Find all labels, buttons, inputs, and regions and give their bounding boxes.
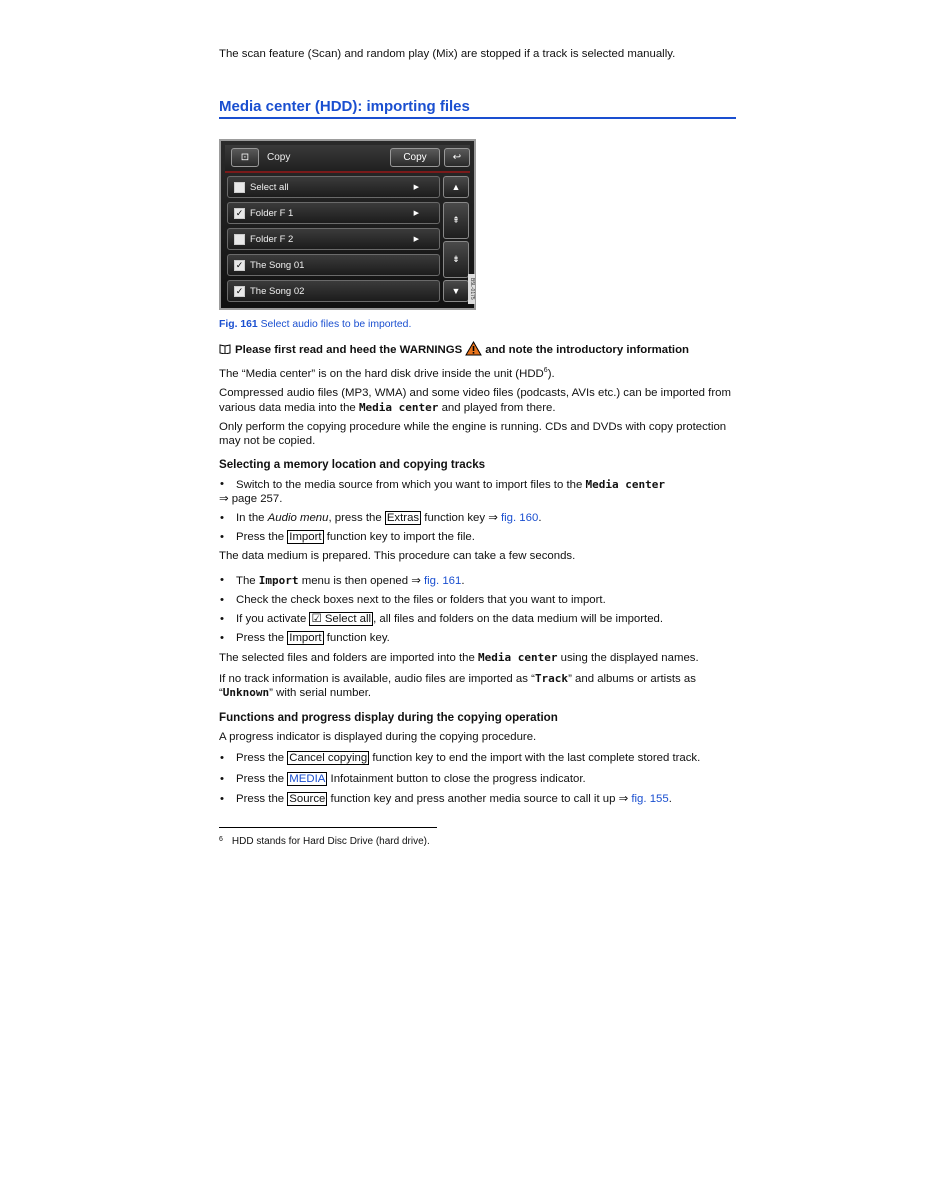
list-item: • The Import menu is then opened ⇒ fig. 161. [219,574,739,589]
list-item[interactable] [227,202,440,224]
play-arrow-icon: ▶ [413,183,419,191]
warning-pre: Please first read and heed the WARNINGS [235,344,463,356]
book-icon [219,344,231,357]
list-item: • Switch to the media source from which you want to import files to the Media center ⇒ page 257. [219,478,739,506]
list-item: • If you activate ☑ Select all , all files and folders on the data medium will be imported. [219,613,739,627]
list-item-label: The Song 02 [250,285,305,297]
play-arrow-icon: ▶ [413,209,419,217]
figure-code: B5L-0175 [468,274,475,304]
bullet-list [219,574,739,646]
checkbox-checked-icon[interactable]: ✓ [235,259,244,270]
footnote-number: 6 [219,835,223,843]
list-item-label: Folder F 1 [250,207,294,219]
intro-line: The scan feature (Scan) and random play (Mix) are stopped if a track is selected manually. [219,48,676,60]
fig-155-link[interactable]: fig. 155 [631,793,669,806]
figure-caption [219,318,739,332]
list-item[interactable] [227,176,440,198]
copy-button[interactable]: Copy [390,148,440,167]
menu-icon[interactable]: ⊡ [231,148,259,167]
list-item: • Check the check boxes next to the files or folders that you want to import. [219,594,739,608]
list-item: • Press the MEDIA Infotainment button to close the progress indicator. [219,773,739,787]
scroll-up-icon[interactable]: ▲ [443,176,469,198]
footnote [219,836,739,847]
footnote-text: HDD stands for Hard Disc Drive (hard drive). [231,835,430,847]
scroll-down-icon[interactable]: ▼ [443,280,469,302]
page-up-icon[interactable]: ⇞ [443,202,469,239]
extras-key: Extras [386,511,420,524]
list-item[interactable] [227,254,440,276]
section-title: Media center (HDD): importing files [219,98,736,119]
list-item-label: The Song 01 [250,259,305,271]
subheading-select: Selecting a memory location and copying tracks [219,458,486,472]
page-down-icon[interactable]: ⇟ [443,241,469,278]
footnote-divider [219,827,437,828]
list-item[interactable] [227,280,440,302]
warning-post: and note the introductory information [485,344,690,356]
checkbox-checked-icon[interactable]: ✓ [235,207,244,218]
cancel-copying-key: Cancel copying [289,752,368,765]
list-item: • Press the Import function key to import the file. [219,531,739,545]
list-item: • In the Audio menu, press the Extras function key ⇒ fig. 160. [219,512,739,526]
paragraph: Only perform the copying procedure while the engine is running. CDs and DVDs with copy protection may not be copied. [219,421,727,447]
source-key: Source [289,793,326,806]
select-all-key: ☑ Select all [311,612,372,625]
list-item: • Press the Import function key. [219,632,739,646]
paragraph: A progress indicator is displayed during the copying procedure. [219,730,537,743]
list-item[interactable] [227,228,440,250]
figure-screen [219,139,476,310]
import-key: Import [289,530,322,543]
screen-title: Copy [267,151,291,163]
import-key: Import [289,631,322,644]
paragraph: Compressed audio files (MP3, WMA) and some video files (podcasts, AVIs etc.) can be imported from various data media into the Media center and played from there. [219,387,731,414]
paragraph: The “Media center” is on the hard disk drive inside the unit (HDD$^6$). [219,367,555,380]
screen-header [225,145,470,173]
list-item-label: Folder F 2 [250,233,294,245]
list-item: • Press the Cancel copying function key to end the import with the last complete stored track. [219,752,739,766]
subheading-progress: Functions and progress display during the copying operation [219,710,558,724]
back-icon[interactable]: ↩ [444,148,470,167]
checkbox-checked-icon[interactable]: ✓ [235,285,244,296]
checkbox-icon[interactable] [234,182,245,193]
page-content [219,48,739,847]
warning-triangle-icon [465,341,482,359]
fig-160-link[interactable]: fig. 160 [500,511,539,524]
list-item-label: Select all [250,181,289,193]
fig-161-link[interactable]: fig. 161 [423,574,462,587]
list-item: • Press the Source function key and press another media source to call it up ⇒ fig. 155. [219,793,739,807]
footnote-ref: 6 [543,367,548,374]
caption-text: Select audio files to be imported. [257,318,412,330]
paragraph: The selected files and folders are imported into the Media center using the displayed names. [219,651,699,665]
bullet-list [219,752,739,807]
media-key: MEDIA [289,772,326,785]
paragraph: The data medium is prepared. This procedure can take a few seconds. [219,550,576,563]
paragraph: If no track information is available, audio files are imported as “Track” and albums or artists as “Unknown” with serial number. [219,671,696,700]
warning-line [219,341,739,359]
caption-number: Fig. 161 [219,318,258,330]
play-arrow-icon: ▶ [413,235,419,243]
checkbox-icon[interactable] [234,234,245,245]
bullet-list [219,478,739,544]
